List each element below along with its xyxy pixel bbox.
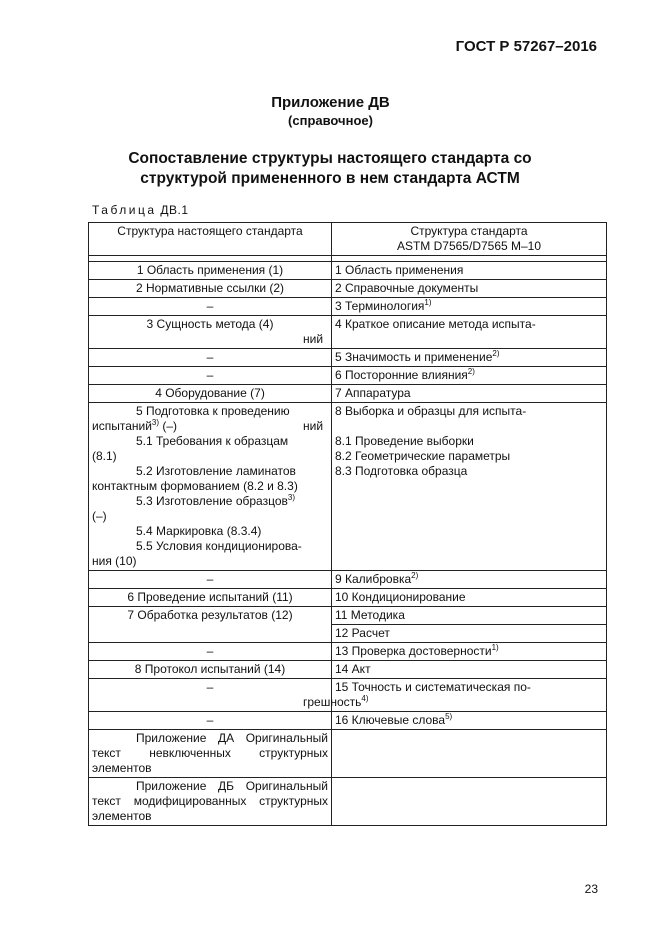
item-text (92, 494, 328, 509)
right-text: 6 Посторонние влияния (335, 368, 468, 382)
right-text-continued: ний (303, 332, 324, 346)
footnote-marker: 3) (287, 493, 295, 502)
table-label (92, 203, 189, 217)
right-cell (332, 778, 607, 826)
left-cell: 8 Протокол испытаний (14) (89, 661, 332, 679)
table-row (89, 385, 607, 403)
right-cell (332, 730, 607, 778)
right-cell (332, 643, 607, 661)
item-text: 5.2 Изготовление ламинатов (136, 464, 296, 478)
right-text-continued (303, 695, 603, 710)
left-cell: – (89, 298, 332, 316)
left-cell: 7 Обработка результатов (12) (89, 607, 332, 643)
right-text-continued: ний (303, 419, 324, 433)
right-cell (332, 571, 607, 589)
footnote-marker: 2) (492, 349, 500, 358)
right-cell: 12 Расчет (332, 625, 607, 643)
left-cell: Приложение ДБ Оригинальный текст модифицированных структурных элементов (89, 778, 332, 826)
table-label-number: ДВ.1 (156, 203, 189, 217)
item-text: (8.1) (92, 449, 117, 463)
left-cell: 3 Сущность метода (4) (89, 316, 332, 349)
left-cell: – (89, 367, 332, 385)
item-text: 5 Подготовка к проведению (136, 404, 290, 418)
left-cell: Приложение ДА Оригинальный текст невключенных структурных элементов (89, 730, 332, 778)
right-cell (332, 367, 607, 385)
heading-line-2: структурой примененного в нем стандарта АСТМ (140, 170, 520, 187)
table-row (89, 571, 607, 589)
heading-line-1: Сопоставление структуры настоящего стандарта со (128, 150, 532, 167)
left-cell: 2 Нормативные ссылки (2) (89, 280, 332, 298)
item-text: контактным формованием (8.2 и 8.3) (92, 479, 298, 493)
table-row (89, 367, 607, 385)
footnote-marker: 1) (424, 298, 432, 307)
table-row (89, 298, 607, 316)
table-row (89, 280, 607, 298)
page-number: 23 (584, 882, 598, 896)
table-row (89, 403, 607, 571)
table-row (89, 679, 607, 712)
table-row (89, 607, 607, 625)
right-text: 16 Ключевые слова (335, 713, 446, 727)
table-row (89, 778, 607, 826)
comparison-table (88, 222, 607, 826)
footnote-marker: 2) (411, 571, 419, 580)
right-text: 8.1 Проведение выборки (335, 434, 474, 448)
left-cell: – (89, 679, 332, 712)
left-cell: – (89, 571, 332, 589)
right-cell: 1 Область применения (332, 262, 607, 280)
footnote-marker: 5) (445, 712, 453, 721)
item-text: 5.4 Маркировка (8.3.4) (136, 524, 262, 538)
footnote-marker: 3) (151, 418, 160, 427)
table-row (89, 589, 607, 607)
right-cell: 11 Методика (332, 607, 607, 625)
right-cell: 2 Справочные документы (332, 280, 607, 298)
right-text: 5 Значимость и применение (335, 350, 493, 364)
right-cell: 10 Кондиционирование (332, 589, 607, 607)
right-text: 3 Терминология (335, 299, 425, 313)
table-row (89, 712, 607, 730)
table-row (89, 316, 607, 349)
right-cell (303, 679, 607, 712)
right-cell: 14 Акт (332, 661, 607, 679)
right-text: 13 Проверка достоверности (335, 644, 492, 658)
left-cell: – (89, 349, 332, 367)
right-cell (332, 712, 607, 730)
table-row (89, 643, 607, 661)
astm-header-line-1: Структура стандарта (410, 224, 528, 238)
table-row (89, 730, 607, 778)
right-text-part: грешность (303, 695, 362, 709)
footnote-marker: 2) (467, 367, 475, 376)
right-text: 8.2 Геометрические параметры (335, 449, 511, 463)
item-text: 5.1 Требования к образцам (136, 434, 289, 448)
right-cell (332, 349, 607, 367)
section-heading (80, 149, 580, 189)
item-text: ния (10) (92, 554, 137, 568)
right-cell (303, 403, 607, 571)
footnote-marker: 1) (491, 643, 499, 652)
left-cell: 6 Проведение испытаний (11) (89, 589, 332, 607)
right-text: 8 Выборка и образцы для испыта- (335, 404, 527, 418)
right-text: 4 Краткое описание метода испыта- (335, 317, 536, 331)
right-text: 8.3 Подготовка образца (335, 464, 468, 478)
appendix-title: Приложение ДВ (271, 94, 390, 111)
table-row (89, 262, 607, 280)
table-label-word: Таблица (92, 203, 157, 217)
item-text: 5.5 Условия кондиционирова- (136, 539, 302, 553)
right-text: 15 Точность и систематическая по- (335, 680, 531, 694)
item-text (92, 419, 328, 434)
table-row (89, 661, 607, 679)
right-text: 9 Калибровка (335, 572, 412, 586)
left-cell: – (89, 712, 332, 730)
table-row (89, 349, 607, 367)
item-text-part: 5.3 Изготовление образцов (136, 494, 288, 508)
table-header-row (89, 223, 607, 256)
left-cell (89, 403, 332, 571)
appendix-subtitle: (справочное) (288, 113, 373, 128)
right-cell (303, 316, 607, 349)
item-text-part: (–) (159, 419, 178, 433)
footnote-marker: 4) (361, 694, 369, 703)
right-cell (332, 298, 607, 316)
left-cell: 4 Оборудование (7) (89, 385, 332, 403)
right-cell: 7 Аппаратура (332, 385, 607, 403)
standard-code: ГОСТ Р 57267–2016 (455, 38, 597, 55)
astm-header-line-2: ASTM D7565/D7565 M–10 (396, 239, 542, 253)
left-cell: 1 Область применения (1) (89, 262, 332, 280)
left-cell: – (89, 643, 332, 661)
column-header-current: Структура настоящего стандарта (89, 223, 332, 256)
item-text-part: испытаний (92, 419, 152, 433)
column-header-astm (332, 223, 607, 256)
item-text: (–) (92, 509, 107, 523)
